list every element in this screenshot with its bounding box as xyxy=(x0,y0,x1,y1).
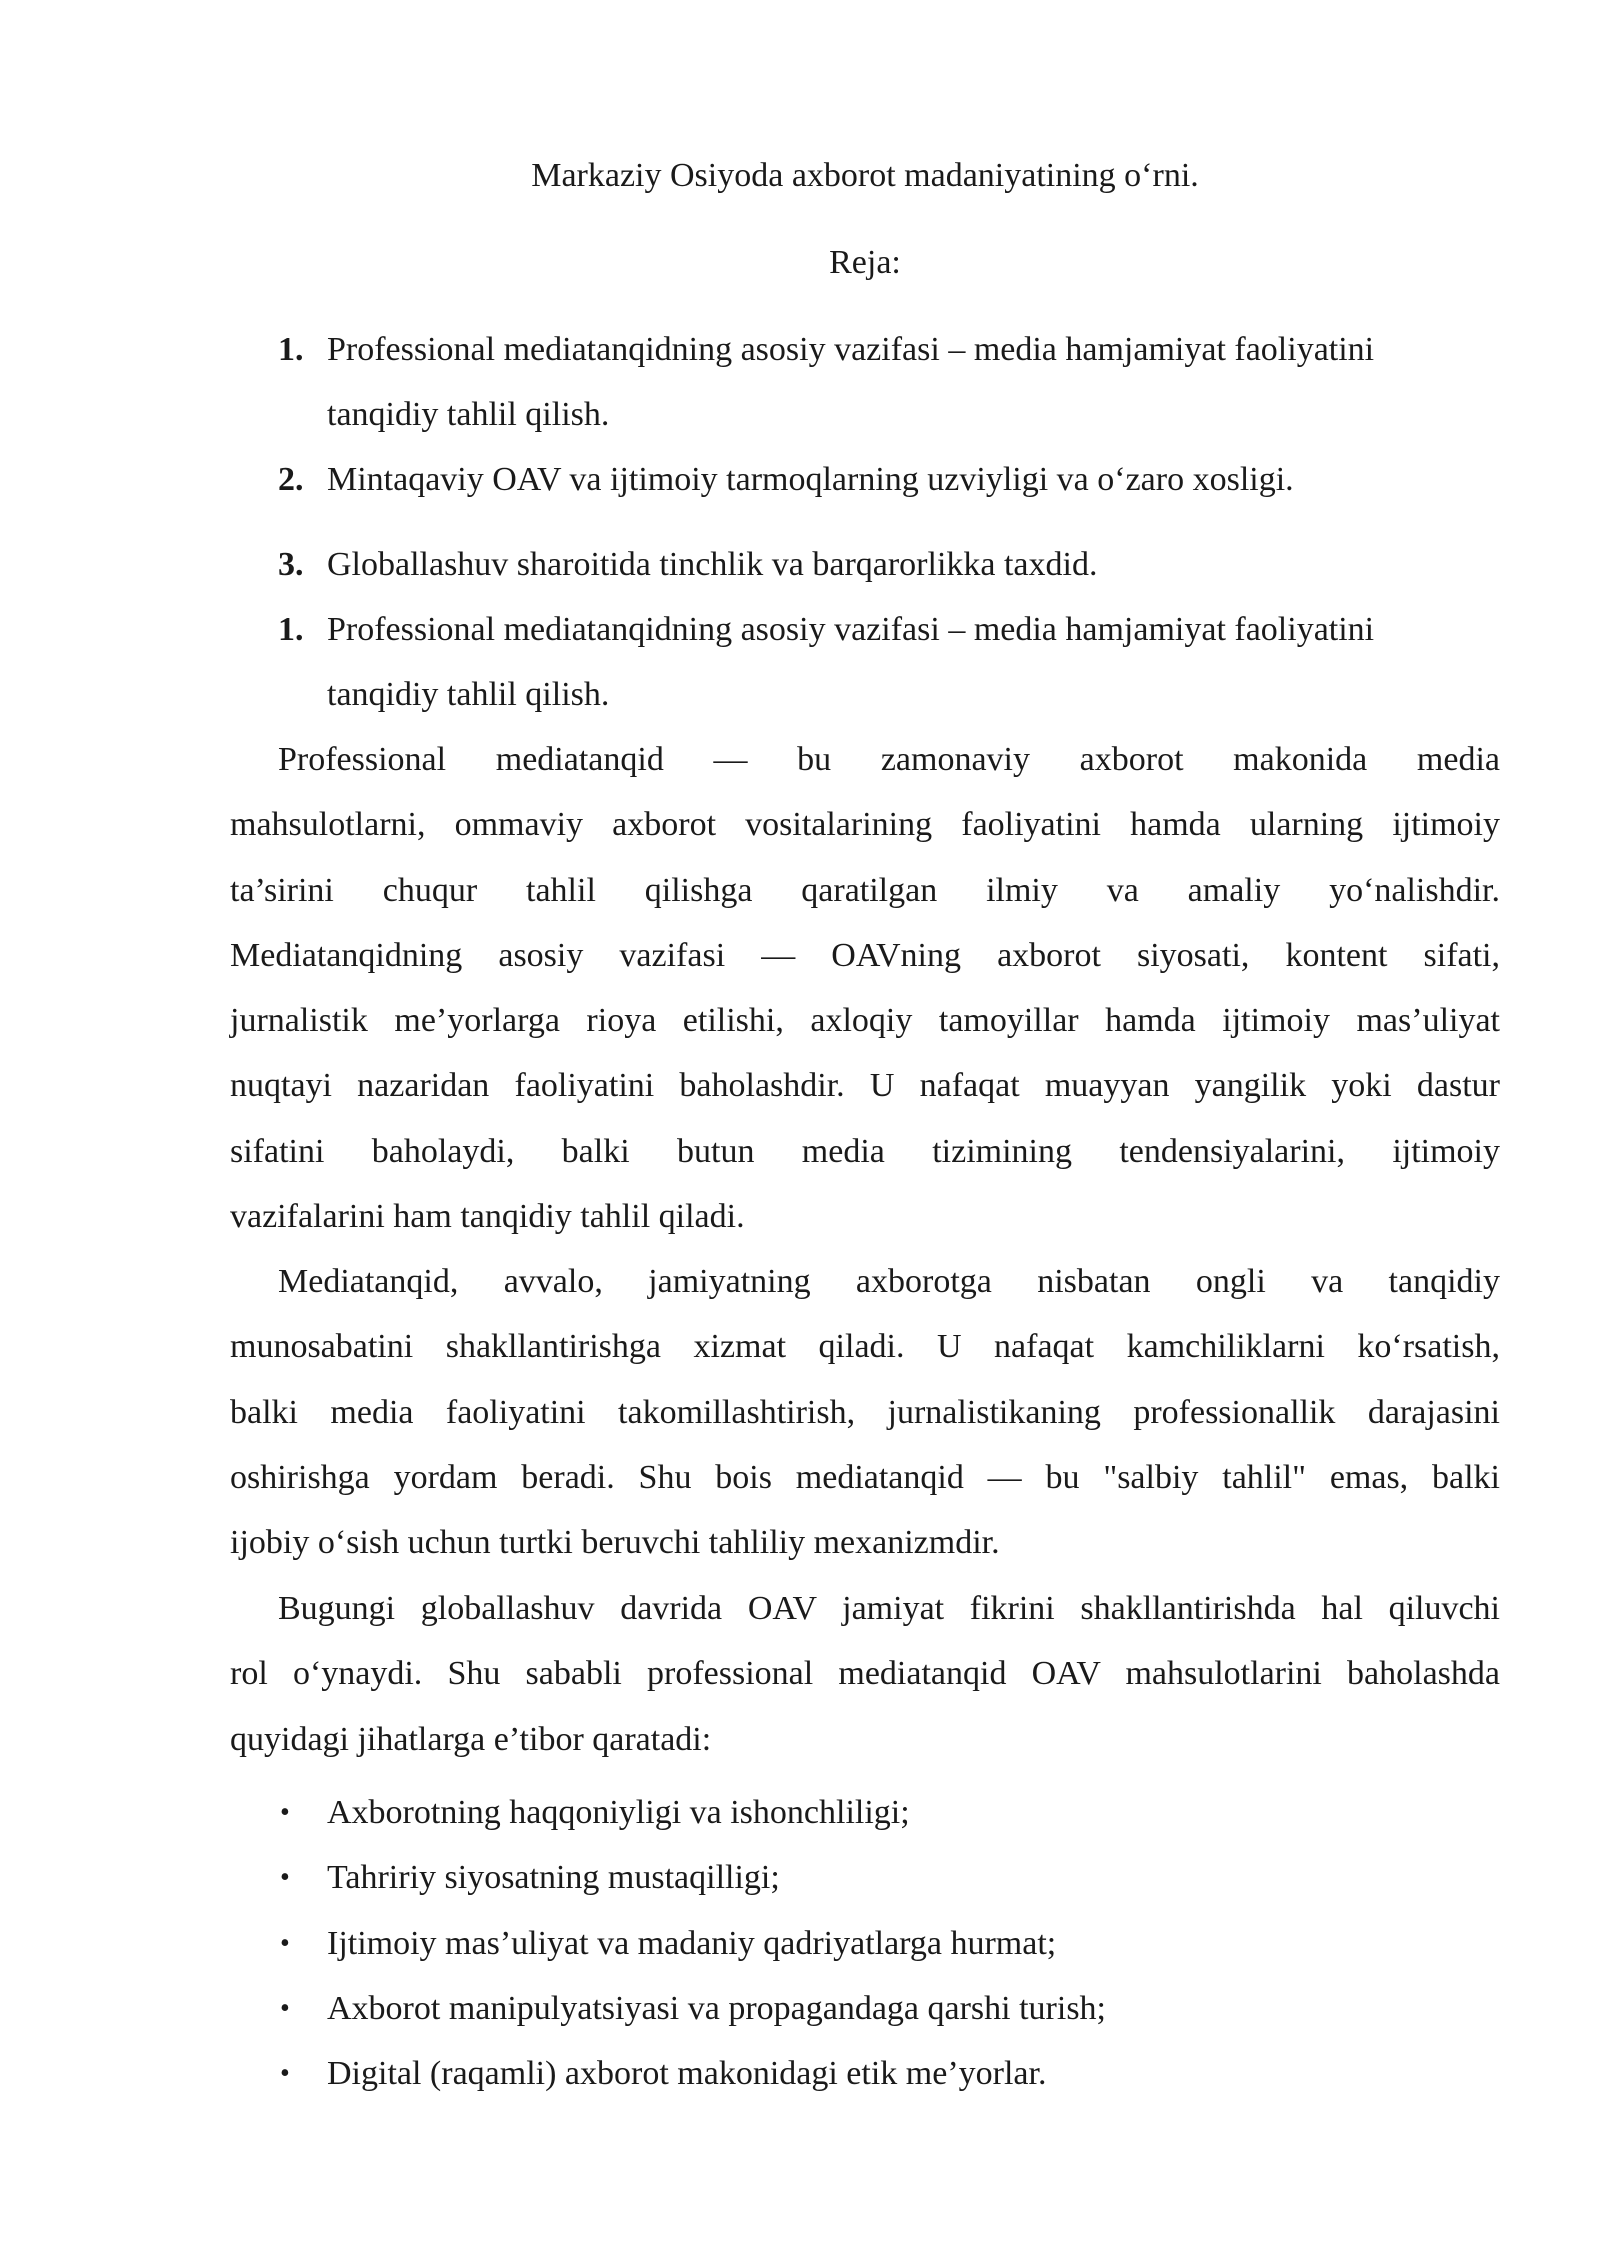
list-item-text: Digital (raqamli) axborot makonidagi etik me’yorlar. xyxy=(327,2055,1047,2093)
list-item xyxy=(230,1911,1500,1976)
paragraph-line: ijobiy o‘sish uchun turtki beruvchi tahliliy mexanizmdir. xyxy=(230,1524,1000,1562)
bullet-icon: • xyxy=(280,1927,290,1959)
bullet-icon: • xyxy=(280,1797,290,1828)
plan-item-text: Mintaqaviy OAV va ijtimoiy tarmoqlarning uzviyligi va o‘zaro xosligi. xyxy=(327,461,1294,498)
paragraph-line: Mediatanqid, avvalo, jamiyatning axborotga nisbatan ongli va tanqidiy xyxy=(278,1263,1500,1300)
document-title: Markaziy Osiyoda axborot madaniyatining o‘rni. xyxy=(531,157,1199,194)
paragraph-3 xyxy=(230,1576,1500,1772)
paragraph-line: vazifalarini ham tanqidiy tahlil qiladi. xyxy=(230,1198,745,1236)
paragraph-line: Professional mediatanqid — bu zamonaviy axborot makonida media xyxy=(278,741,1500,778)
list-item xyxy=(230,1780,1500,1845)
plan-item-text: tanqidiy tahlil qilish. xyxy=(327,396,610,433)
plan-item-number: 2. xyxy=(278,461,304,498)
paragraph-line: nuqtayi nazaridan faoliyatini baholashdir. U nafaqat muayyan yangilik yoki dastur xyxy=(230,1067,1500,1105)
list-item-text: Tahririy siyosatning mustaqilligi; xyxy=(327,1859,780,1897)
list-item-text: Axborot manipulyatsiyasi va propagandaga qarshi turish; xyxy=(327,1989,1106,2027)
plan-item-number: 3. xyxy=(278,546,304,583)
plan-item-number: 1. xyxy=(278,331,304,368)
paragraph-1 xyxy=(230,727,1500,1249)
list-item xyxy=(230,2041,1500,2106)
bullet-icon: • xyxy=(280,2058,290,2090)
list-item xyxy=(230,1976,1500,2041)
paragraph-line: jurnalistik me’yorlarga rioya etilishi, axloqiy tamoyillar hamda ijtimoiy mas’uliyat xyxy=(230,1002,1500,1040)
paragraph-line: quyidagi jihatlarga e’tibor qaratadi: xyxy=(230,1720,712,1758)
plan-heading: Reja: xyxy=(829,244,901,281)
paragraph-line: balki media faoliyatini takomillashtirish, jurnalistikaning professionallik darajasini xyxy=(230,1393,1500,1431)
bullet-list xyxy=(230,1780,1500,2106)
section-heading-text: tanqidiy tahlil qilish. xyxy=(327,676,610,713)
paragraph-line: munosabatini shakllantirishga xizmat qiladi. U nafaqat kamchiliklarni ko‘rsatish, xyxy=(230,1328,1500,1366)
paragraph-line: rol o‘ynaydi. Shu sababli professional mediatanqid OAV mahsulotlarini baholashda xyxy=(230,1655,1500,1693)
paragraph-line: Bugungi globallashuv davrida OAV jamiyat fikrini shakllantirishda hal qiluvchi xyxy=(278,1590,1500,1627)
section-heading-text: Professional mediatanqidning asosiy vazifasi – media hamjamiyat faoliyatini xyxy=(327,611,1375,648)
section-number: 1. xyxy=(278,611,304,648)
paragraph-2 xyxy=(230,1249,1500,1575)
plan-item-text: Globallashuv sharoitida tinchlik va barqarorlikka taxdid. xyxy=(327,546,1098,583)
paragraph-line: ta’sirini chuqur tahlil qilishga qaratilgan ilmiy va amaliy yo‘nalishdir. xyxy=(230,871,1500,909)
bullet-icon: • xyxy=(280,1862,290,1894)
paragraph-line: sifatini baholaydi, balki butun media tizimining tendensiyalarini, ijtimoiy xyxy=(230,1132,1500,1170)
bullet-icon: • xyxy=(280,1992,290,2024)
paragraph-line: Mediatanqidning asosiy vazifasi — OAVning axborot siyosati, kontent sifati, xyxy=(230,936,1500,974)
list-item-text: Ijtimoiy mas’uliyat va madaniy qadriyatlarga hurmat; xyxy=(327,1924,1057,1962)
paragraph-line: mahsulotlarni, ommaviy axborot vositalarining faoliyatini hamda ularning ijtimoiy xyxy=(230,806,1500,844)
paragraph-line: oshirishga yordam beradi. Shu bois mediatanqid — bu "salbiy tahlil" emas, balki xyxy=(230,1458,1500,1496)
list-item xyxy=(230,1845,1500,1910)
list-item-text: Axborotning haqqoniyligi va ishonchliligi; xyxy=(327,1794,910,1831)
plan-item-text: Professional mediatanqidning asosiy vazifasi – media hamjamiyat faoliyatini xyxy=(327,331,1375,368)
